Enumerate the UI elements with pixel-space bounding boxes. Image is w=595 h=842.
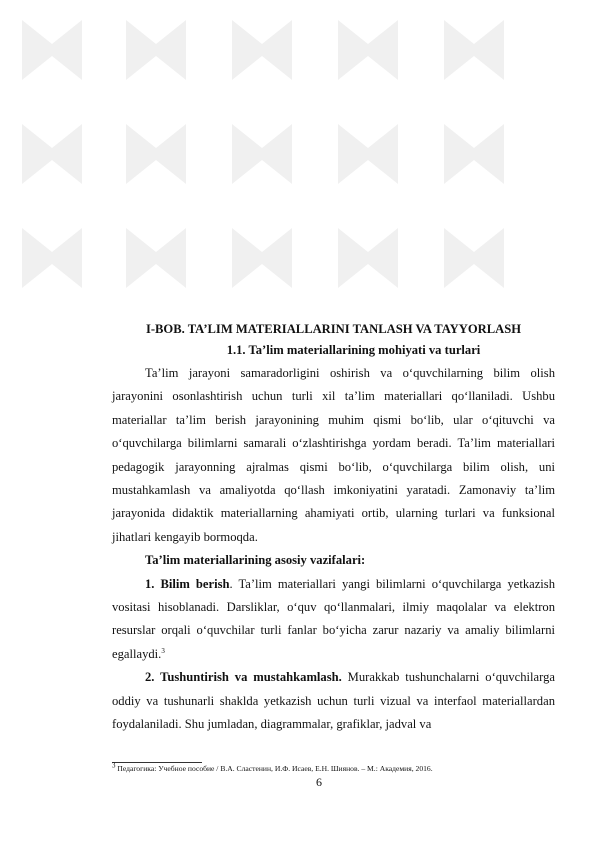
function-item-1-text: . Ta’lim materiallari yangi bilimlarni o‘quvchilarga yetkazish vositasi hisoblanadi. Darsliklar, o‘quv qo‘llanmalari, ilmiy maqolalar va elektron resurslar orqali o‘quvchilar turli fanlar bo‘yicha zarur nazariy va amaliy bilimlarni egallaydi. xyxy=(112,576,555,661)
page-content xyxy=(112,320,555,737)
watermark-logo-icon xyxy=(226,222,298,294)
page-number: 6 xyxy=(316,775,322,789)
function-item-2-text: Murakkab tushunchalarni o‘quvchilarga oddiy va tushunarli shaklda yetkazish uchun turli vizual va interfaol materiallardan foydalaniladi. Shu jumladan, diagrammalar, grafiklar, jadval va xyxy=(112,670,555,732)
watermark-logo-icon xyxy=(332,14,404,86)
watermark-logo-icon xyxy=(120,118,192,190)
watermark-logo-icon xyxy=(226,14,298,86)
function-item-1 xyxy=(112,573,555,667)
functions-heading: Ta’lim materiallarining asosiy vazifalari: xyxy=(145,553,366,568)
watermark-logo-icon xyxy=(332,222,404,294)
chapter-title: I-BOB. TA’LIM MATERIALLARINI TANLASH VA TAYYORLASH xyxy=(145,322,522,336)
footnote-number: 3 xyxy=(112,761,116,770)
watermark-logo-icon xyxy=(16,14,88,86)
intro-paragraph: Ta’lim jarayoni samaradorligini oshirish va o‘quvchilarning bilim olish jarayonini osonlashtirish uchun turli xil ta’lim materiallari qo‘llaniladi. Ushbu materiallar ta’lim berish jarayonining muhim qismi bo‘lib, ular o‘qituvchi va o‘quvchilarga bilimlarni samarali o‘zlashtirishga yordam beradi. Ta’lim materiallari pedagogik jarayonning ajralmas qismi bo‘lib, o‘quvchilarga bilim olish, uni mustahkamlash va amaliyotda qo‘llash imkoniyatini yaratadi. Zamonaviy ta’lim jarayonida didaktik materiallarning ahamiyati ortib, ularning turlari va funksional jihatlari kengayib bormoqda. xyxy=(112,366,555,544)
footnote-text: Педагогика: Учебное пособие / В.А. Сластенин, И.Ф. Исаев, Е.Н. Шиянов. – М.: Академия, 2016. xyxy=(115,764,433,773)
function-item-1-label: 1. Bilim berish xyxy=(145,576,230,591)
watermark-logo-icon xyxy=(16,222,88,294)
watermark-logo-icon xyxy=(120,14,192,86)
watermark-logo-icon xyxy=(438,118,510,190)
watermark-logo-icon xyxy=(120,222,192,294)
watermark-logo-icon xyxy=(16,118,88,190)
footnote-ref[interactable]: 3 xyxy=(161,646,165,655)
function-item-2-label: 2. Tushuntirish va mustahkamlash. xyxy=(145,670,342,685)
function-item-2 xyxy=(112,666,555,736)
footnote xyxy=(112,761,555,774)
section-title: 1.1. Ta’lim materiallarining mohiyati va turlari xyxy=(226,343,481,357)
watermark-logo-icon xyxy=(332,118,404,190)
watermark-logo-icon xyxy=(226,118,298,190)
footnote-separator xyxy=(112,762,202,763)
watermark-logo-icon xyxy=(438,14,510,86)
watermark-logo-icon xyxy=(438,222,510,294)
